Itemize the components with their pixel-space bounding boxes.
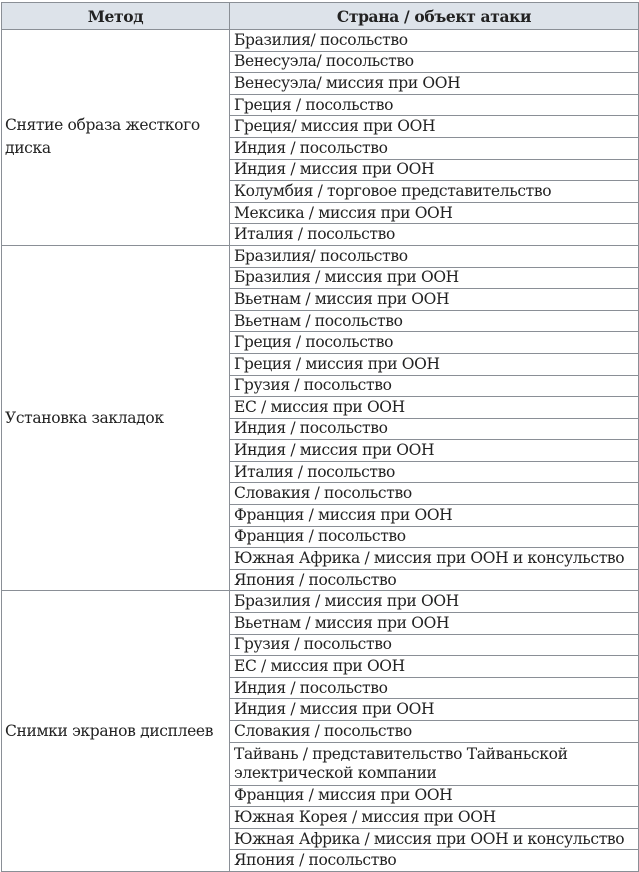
target-cell: Индия / посольство bbox=[230, 137, 639, 159]
target-cell: Япония / посольство bbox=[230, 850, 639, 872]
table-body bbox=[2, 30, 639, 872]
target-cell: Япония / посольство bbox=[230, 569, 639, 591]
target-cell: Индия / посольство bbox=[230, 418, 639, 440]
target-cell: ЕС / миссия при ООН bbox=[230, 656, 639, 678]
target-cell: Индия / посольство bbox=[230, 677, 639, 699]
target-cell: Бразилия / миссия при ООН bbox=[230, 267, 639, 289]
target-column-header: Страна / объект атаки bbox=[230, 3, 639, 30]
target-cell: Вьетнам / посольство bbox=[230, 310, 639, 332]
target-cell: Греция / посольство bbox=[230, 94, 639, 116]
table-row bbox=[2, 30, 639, 52]
method-cell: Снимки экранов дисплеев bbox=[2, 591, 230, 872]
target-cell: Бразилия / миссия при ООН bbox=[230, 591, 639, 613]
target-cell: Грузия / посольство bbox=[230, 375, 639, 397]
target-cell: Южная Африка / миссия при ООН и консульство bbox=[230, 548, 639, 570]
table-row bbox=[2, 245, 639, 267]
attack-methods-table bbox=[1, 2, 639, 872]
method-cell: Установка закладок bbox=[2, 245, 230, 591]
header-row bbox=[2, 3, 639, 30]
target-cell: Франция / миссия при ООН bbox=[230, 505, 639, 527]
target-cell: Словакия / посольство bbox=[230, 483, 639, 505]
target-cell: Тайвань / представительство Тайваньской электрической компании bbox=[230, 742, 639, 785]
target-cell: Франция / посольство bbox=[230, 526, 639, 548]
target-cell: Колумбия / торговое представительство bbox=[230, 181, 639, 203]
target-cell: Вьетнам / миссия при ООН bbox=[230, 289, 639, 311]
method-cell: Снятие образа жесткого диска bbox=[2, 30, 230, 246]
target-cell: Франция / миссия при ООН bbox=[230, 785, 639, 807]
target-cell: Бразилия/ посольство bbox=[230, 245, 639, 267]
target-cell: Греция / посольство bbox=[230, 332, 639, 354]
method-column-header: Метод bbox=[2, 3, 230, 30]
target-cell: Италия / посольство bbox=[230, 461, 639, 483]
target-cell: Южная Африка / миссия при ООН и консульство bbox=[230, 828, 639, 850]
target-cell: Венесуэла/ посольство bbox=[230, 51, 639, 73]
target-cell: Вьетнам / миссия при ООН bbox=[230, 613, 639, 635]
target-cell: Южная Корея / миссия при ООН bbox=[230, 807, 639, 829]
target-cell: ЕС / миссия при ООН bbox=[230, 397, 639, 419]
target-cell: Греция / миссия при ООН bbox=[230, 353, 639, 375]
target-cell: Индия / миссия при ООН bbox=[230, 159, 639, 181]
target-cell: Греция/ миссия при ООН bbox=[230, 116, 639, 138]
target-cell: Бразилия/ посольство bbox=[230, 30, 639, 52]
target-cell: Индия / миссия при ООН bbox=[230, 440, 639, 462]
target-cell: Индия / миссия при ООН bbox=[230, 699, 639, 721]
target-cell: Мексика / миссия при ООН bbox=[230, 202, 639, 224]
target-cell: Италия / посольство bbox=[230, 224, 639, 246]
target-cell: Грузия / посольство bbox=[230, 634, 639, 656]
target-cell: Венесуэла/ миссия при ООН bbox=[230, 73, 639, 95]
target-cell: Словакия / посольство bbox=[230, 721, 639, 743]
table-row bbox=[2, 591, 639, 613]
